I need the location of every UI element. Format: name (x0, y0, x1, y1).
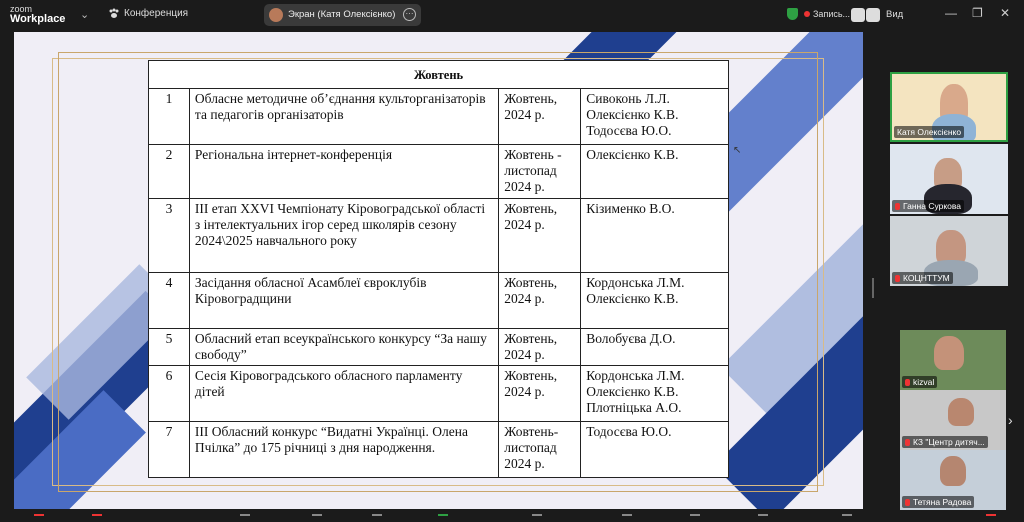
record-dot-icon (804, 11, 810, 17)
row-number: 5 (149, 329, 190, 366)
paw-icon (108, 8, 120, 19)
more-icon[interactable] (842, 514, 852, 522)
minimize-icon[interactable]: — (945, 6, 957, 20)
event-name: ІІІ етап XXVI Чемпіонату Кіровоградської області з інтелектуальних ігор серед школярів сезону 2024\2025 навчального року (189, 199, 498, 273)
table-row (149, 329, 729, 366)
row-number: 7 (149, 422, 190, 478)
row-number: 1 (149, 89, 190, 145)
mic-muted-icon (895, 275, 900, 282)
responsible-persons: Тодосєва Ю.О. (581, 422, 729, 478)
participants-icon[interactable] (240, 514, 250, 522)
participant-name: Тетяна Радова (902, 496, 974, 508)
table-row (149, 273, 729, 329)
event-date: Жовтень, 2024 р. (499, 199, 581, 273)
video-tile[interactable] (890, 216, 1008, 286)
chat-icon[interactable] (312, 514, 322, 522)
participants-panel (868, 30, 1024, 512)
meeting-label: Конференция (124, 8, 189, 20)
record-icon[interactable] (532, 514, 542, 522)
video-tile[interactable] (900, 330, 1006, 390)
responsible-persons: Волобуєва Д.О. (581, 329, 729, 366)
shared-screen (14, 32, 863, 509)
responsible-persons: Олексієнко К.В. (581, 145, 729, 199)
event-date: Жовтень- листопад 2024 р. (499, 422, 581, 478)
pause-recording-button[interactable] (851, 8, 865, 22)
cursor-icon: ↖ (733, 145, 742, 156)
responsible-persons: Кізименко В.О. (581, 199, 729, 273)
stop-recording-button[interactable] (866, 8, 880, 22)
restore-icon[interactable]: ❐ (972, 6, 983, 20)
table-row (149, 422, 729, 478)
mic-muted-icon (895, 203, 900, 210)
whiteboards-icon[interactable] (758, 514, 768, 522)
events-table (148, 60, 729, 478)
event-date: Жовтень, 2024 р. (499, 366, 581, 422)
view-menu-button[interactable]: Вид (886, 9, 904, 20)
participant-name: Катя Олексієнко (894, 126, 964, 138)
close-icon[interactable]: ✕ (1000, 6, 1011, 20)
panel-resize-handle[interactable] (872, 278, 874, 298)
table-row (149, 199, 729, 273)
meeting-toolbar (0, 512, 1024, 522)
participant-video (940, 456, 966, 486)
event-name: Засідання обласної Асамблеї євроклубів Кіровоградщини (189, 273, 498, 329)
event-name: ІІІ Обласний конкурс “Видатні Українці. Олена Пчілка” до 175 річниці з дня народження. (189, 422, 498, 478)
participant-name: КОЦНТТУМ (892, 272, 953, 284)
avatar (269, 8, 283, 22)
table-row (149, 89, 729, 145)
react-icon[interactable] (372, 514, 382, 522)
next-page-icon[interactable]: › (1008, 412, 1013, 428)
more-options-icon[interactable]: ··· (403, 8, 416, 21)
table-row (149, 366, 729, 422)
responsible-persons: Кордонська Л.М. Олексієнко К.В. (581, 273, 729, 329)
event-name: Обласний етап всеукраїнського конкурсу “За нашу свободу” (189, 329, 498, 366)
table-header: Жовтень (149, 61, 729, 89)
mic-muted-icon (905, 439, 910, 446)
event-name: Сесія Кіровоградського обласного парламенту дітей (189, 366, 498, 422)
ai-companion-icon[interactable] (622, 514, 632, 522)
video-tile[interactable] (900, 450, 1006, 510)
share-screen-icon[interactable] (438, 514, 448, 522)
responsible-persons: Кордонська Л.М. Олексієнко К.В. Плотніцька А.О. (581, 366, 729, 422)
event-name: Регіональна інтернет-конференція (189, 145, 498, 199)
event-date: Жовтень, 2024 р. (499, 273, 581, 329)
mute-icon[interactable] (34, 514, 44, 522)
event-date: Жовтень - листопад 2024 р. (499, 145, 581, 199)
participant-video (948, 398, 974, 426)
participant-name: КЗ "Центр дитяч... (902, 436, 988, 448)
chevron-down-icon[interactable]: ⌄ (80, 9, 90, 21)
meeting-info-button[interactable] (108, 8, 188, 19)
participant-name: Ганна Суркова (892, 200, 964, 212)
share-label: Экран (Катя Олексієнко) (288, 9, 396, 20)
apps-icon[interactable] (690, 514, 700, 522)
event-name: Обласне методичне об’єднання культорганізаторів та педагогів організаторів (189, 89, 498, 145)
video-tile[interactable] (900, 390, 1006, 450)
event-date: Жовтень, 2024 р. (499, 89, 581, 145)
video-tile[interactable] (890, 144, 1008, 214)
row-number: 3 (149, 199, 190, 273)
responsible-persons: Сивоконь Л.Л. Олексієнко К.В. Тодосєва Ю.О. (581, 89, 729, 145)
event-date: Жовтень, 2024 р. (499, 329, 581, 366)
participant-name: kizval (902, 376, 937, 388)
shield-icon[interactable] (787, 8, 798, 20)
screen-share-indicator[interactable] (264, 4, 421, 26)
title-bar (0, 0, 1024, 30)
zoom-logo: zoom Workplace (10, 4, 66, 25)
row-number: 2 (149, 145, 190, 199)
recording-status: Запись... (804, 9, 850, 19)
participant-video (934, 336, 964, 370)
video-icon[interactable] (92, 514, 102, 522)
table-row (149, 145, 729, 199)
leave-button[interactable] (986, 514, 996, 522)
row-number: 4 (149, 273, 190, 329)
mic-muted-icon (905, 379, 910, 386)
video-tile[interactable] (890, 72, 1008, 142)
mic-muted-icon (905, 499, 910, 506)
row-number: 6 (149, 366, 190, 422)
